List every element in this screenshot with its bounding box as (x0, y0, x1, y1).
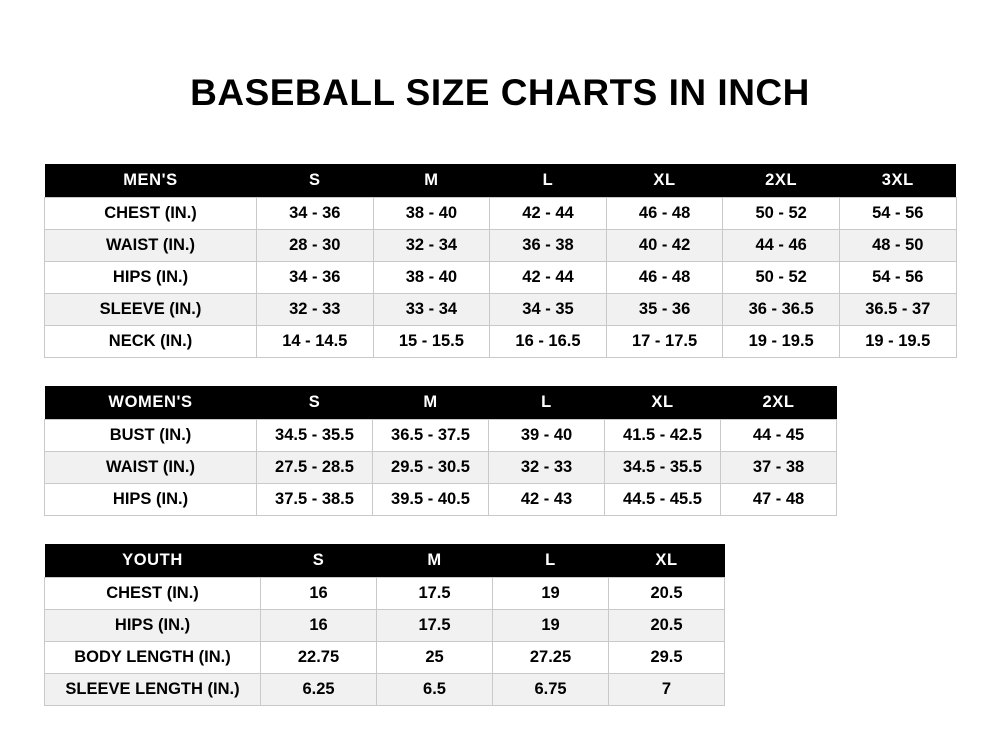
table-cell: 19 (493, 578, 609, 610)
table-cell: 19 - 19.5 (723, 326, 840, 358)
table-cell: 36.5 - 37 (839, 294, 956, 326)
table-cell: 27.5 - 28.5 (257, 452, 373, 484)
table-cell: 46 - 48 (606, 262, 723, 294)
column-header: XL (609, 544, 725, 578)
column-header: XL (606, 164, 723, 198)
column-header: M (377, 544, 493, 578)
table-cell: 54 - 56 (839, 262, 956, 294)
table-cell: 19 (493, 610, 609, 642)
table-row (45, 294, 957, 326)
table-cell: 34.5 - 35.5 (605, 452, 721, 484)
table-cell: 32 - 33 (257, 294, 374, 326)
table-header-row (45, 386, 837, 420)
mens-size-table (44, 164, 957, 358)
table-row (45, 642, 725, 674)
table-row (45, 262, 957, 294)
column-header: L (490, 164, 607, 198)
table-cell: 32 - 34 (373, 230, 490, 262)
table-cell: 34 - 35 (490, 294, 607, 326)
table-cell: 25 (377, 642, 493, 674)
table-row (45, 420, 837, 452)
table-row (45, 484, 837, 516)
table-cell: 20.5 (609, 610, 725, 642)
table-cell: 7 (609, 674, 725, 706)
table-cell: 40 - 42 (606, 230, 723, 262)
table-cell: 42 - 44 (490, 262, 607, 294)
column-header: M (373, 164, 490, 198)
column-header: WOMEN'S (45, 386, 257, 420)
row-label: BUST (IN.) (45, 420, 257, 452)
table-cell: 39.5 - 40.5 (373, 484, 489, 516)
womens-size-table (44, 386, 837, 516)
table-row (45, 198, 957, 230)
column-header: L (493, 544, 609, 578)
table-cell: 34.5 - 35.5 (257, 420, 373, 452)
row-label: HIPS (IN.) (45, 484, 257, 516)
table-row (45, 452, 837, 484)
row-label: SLEEVE (IN.) (45, 294, 257, 326)
table-row (45, 578, 725, 610)
row-label: SLEEVE LENGTH (IN.) (45, 674, 261, 706)
table-cell: 38 - 40 (373, 198, 490, 230)
table-cell: 54 - 56 (839, 198, 956, 230)
youth-size-table (44, 544, 725, 706)
table-cell: 46 - 48 (606, 198, 723, 230)
table-cell: 32 - 33 (489, 452, 605, 484)
table-cell: 38 - 40 (373, 262, 490, 294)
column-header: L (489, 386, 605, 420)
table-row (45, 230, 957, 262)
table-cell: 17 - 17.5 (606, 326, 723, 358)
table-header-row (45, 164, 957, 198)
womens-table-block (44, 386, 956, 516)
table-cell: 34 - 36 (257, 198, 374, 230)
table-cell: 27.25 (493, 642, 609, 674)
table-cell: 29.5 - 30.5 (373, 452, 489, 484)
table-cell: 17.5 (377, 578, 493, 610)
table-row (45, 326, 957, 358)
table-cell: 47 - 48 (721, 484, 837, 516)
table-cell: 6.25 (261, 674, 377, 706)
table-cell: 33 - 34 (373, 294, 490, 326)
youth-table-block (44, 544, 956, 706)
table-cell: 34 - 36 (257, 262, 374, 294)
column-header: S (257, 164, 374, 198)
table-cell: 16 (261, 578, 377, 610)
column-header: 2XL (723, 164, 840, 198)
table-cell: 15 - 15.5 (373, 326, 490, 358)
column-header: S (257, 386, 373, 420)
row-label: CHEST (IN.) (45, 578, 261, 610)
table-cell: 16 (261, 610, 377, 642)
table-cell: 41.5 - 42.5 (605, 420, 721, 452)
table-cell: 39 - 40 (489, 420, 605, 452)
row-label: WAIST (IN.) (45, 230, 257, 262)
table-row (45, 674, 725, 706)
table-cell: 50 - 52 (723, 198, 840, 230)
table-cell: 19 - 19.5 (839, 326, 956, 358)
column-header: YOUTH (45, 544, 261, 578)
table-cell: 44 - 46 (723, 230, 840, 262)
page-title: BASEBALL SIZE CHARTS IN INCH (190, 72, 810, 113)
table-cell: 37.5 - 38.5 (257, 484, 373, 516)
table-cell: 36 - 38 (490, 230, 607, 262)
table-cell: 28 - 30 (257, 230, 374, 262)
table-cell: 6.75 (493, 674, 609, 706)
table-cell: 36.5 - 37.5 (373, 420, 489, 452)
column-header: 3XL (839, 164, 956, 198)
table-cell: 29.5 (609, 642, 725, 674)
table-header-row (45, 544, 725, 578)
table-cell: 50 - 52 (723, 262, 840, 294)
table-cell: 35 - 36 (606, 294, 723, 326)
table-cell: 17.5 (377, 610, 493, 642)
row-label: BODY LENGTH (IN.) (45, 642, 261, 674)
table-cell: 6.5 (377, 674, 493, 706)
table-cell: 16 - 16.5 (490, 326, 607, 358)
column-header: M (373, 386, 489, 420)
table-cell: 44.5 - 45.5 (605, 484, 721, 516)
row-label: WAIST (IN.) (45, 452, 257, 484)
row-label: CHEST (IN.) (45, 198, 257, 230)
table-cell: 42 - 43 (489, 484, 605, 516)
tables-container (0, 164, 1000, 706)
row-label: HIPS (IN.) (45, 262, 257, 294)
row-label: HIPS (IN.) (45, 610, 261, 642)
table-cell: 14 - 14.5 (257, 326, 374, 358)
column-header: MEN'S (45, 164, 257, 198)
table-cell: 44 - 45 (721, 420, 837, 452)
table-cell: 42 - 44 (490, 198, 607, 230)
column-header: 2XL (721, 386, 837, 420)
table-cell: 48 - 50 (839, 230, 956, 262)
column-header: S (261, 544, 377, 578)
row-label: NECK (IN.) (45, 326, 257, 358)
table-cell: 37 - 38 (721, 452, 837, 484)
table-row (45, 610, 725, 642)
table-cell: 22.75 (261, 642, 377, 674)
table-cell: 20.5 (609, 578, 725, 610)
mens-table-block (44, 164, 956, 358)
column-header: XL (605, 386, 721, 420)
table-cell: 36 - 36.5 (723, 294, 840, 326)
